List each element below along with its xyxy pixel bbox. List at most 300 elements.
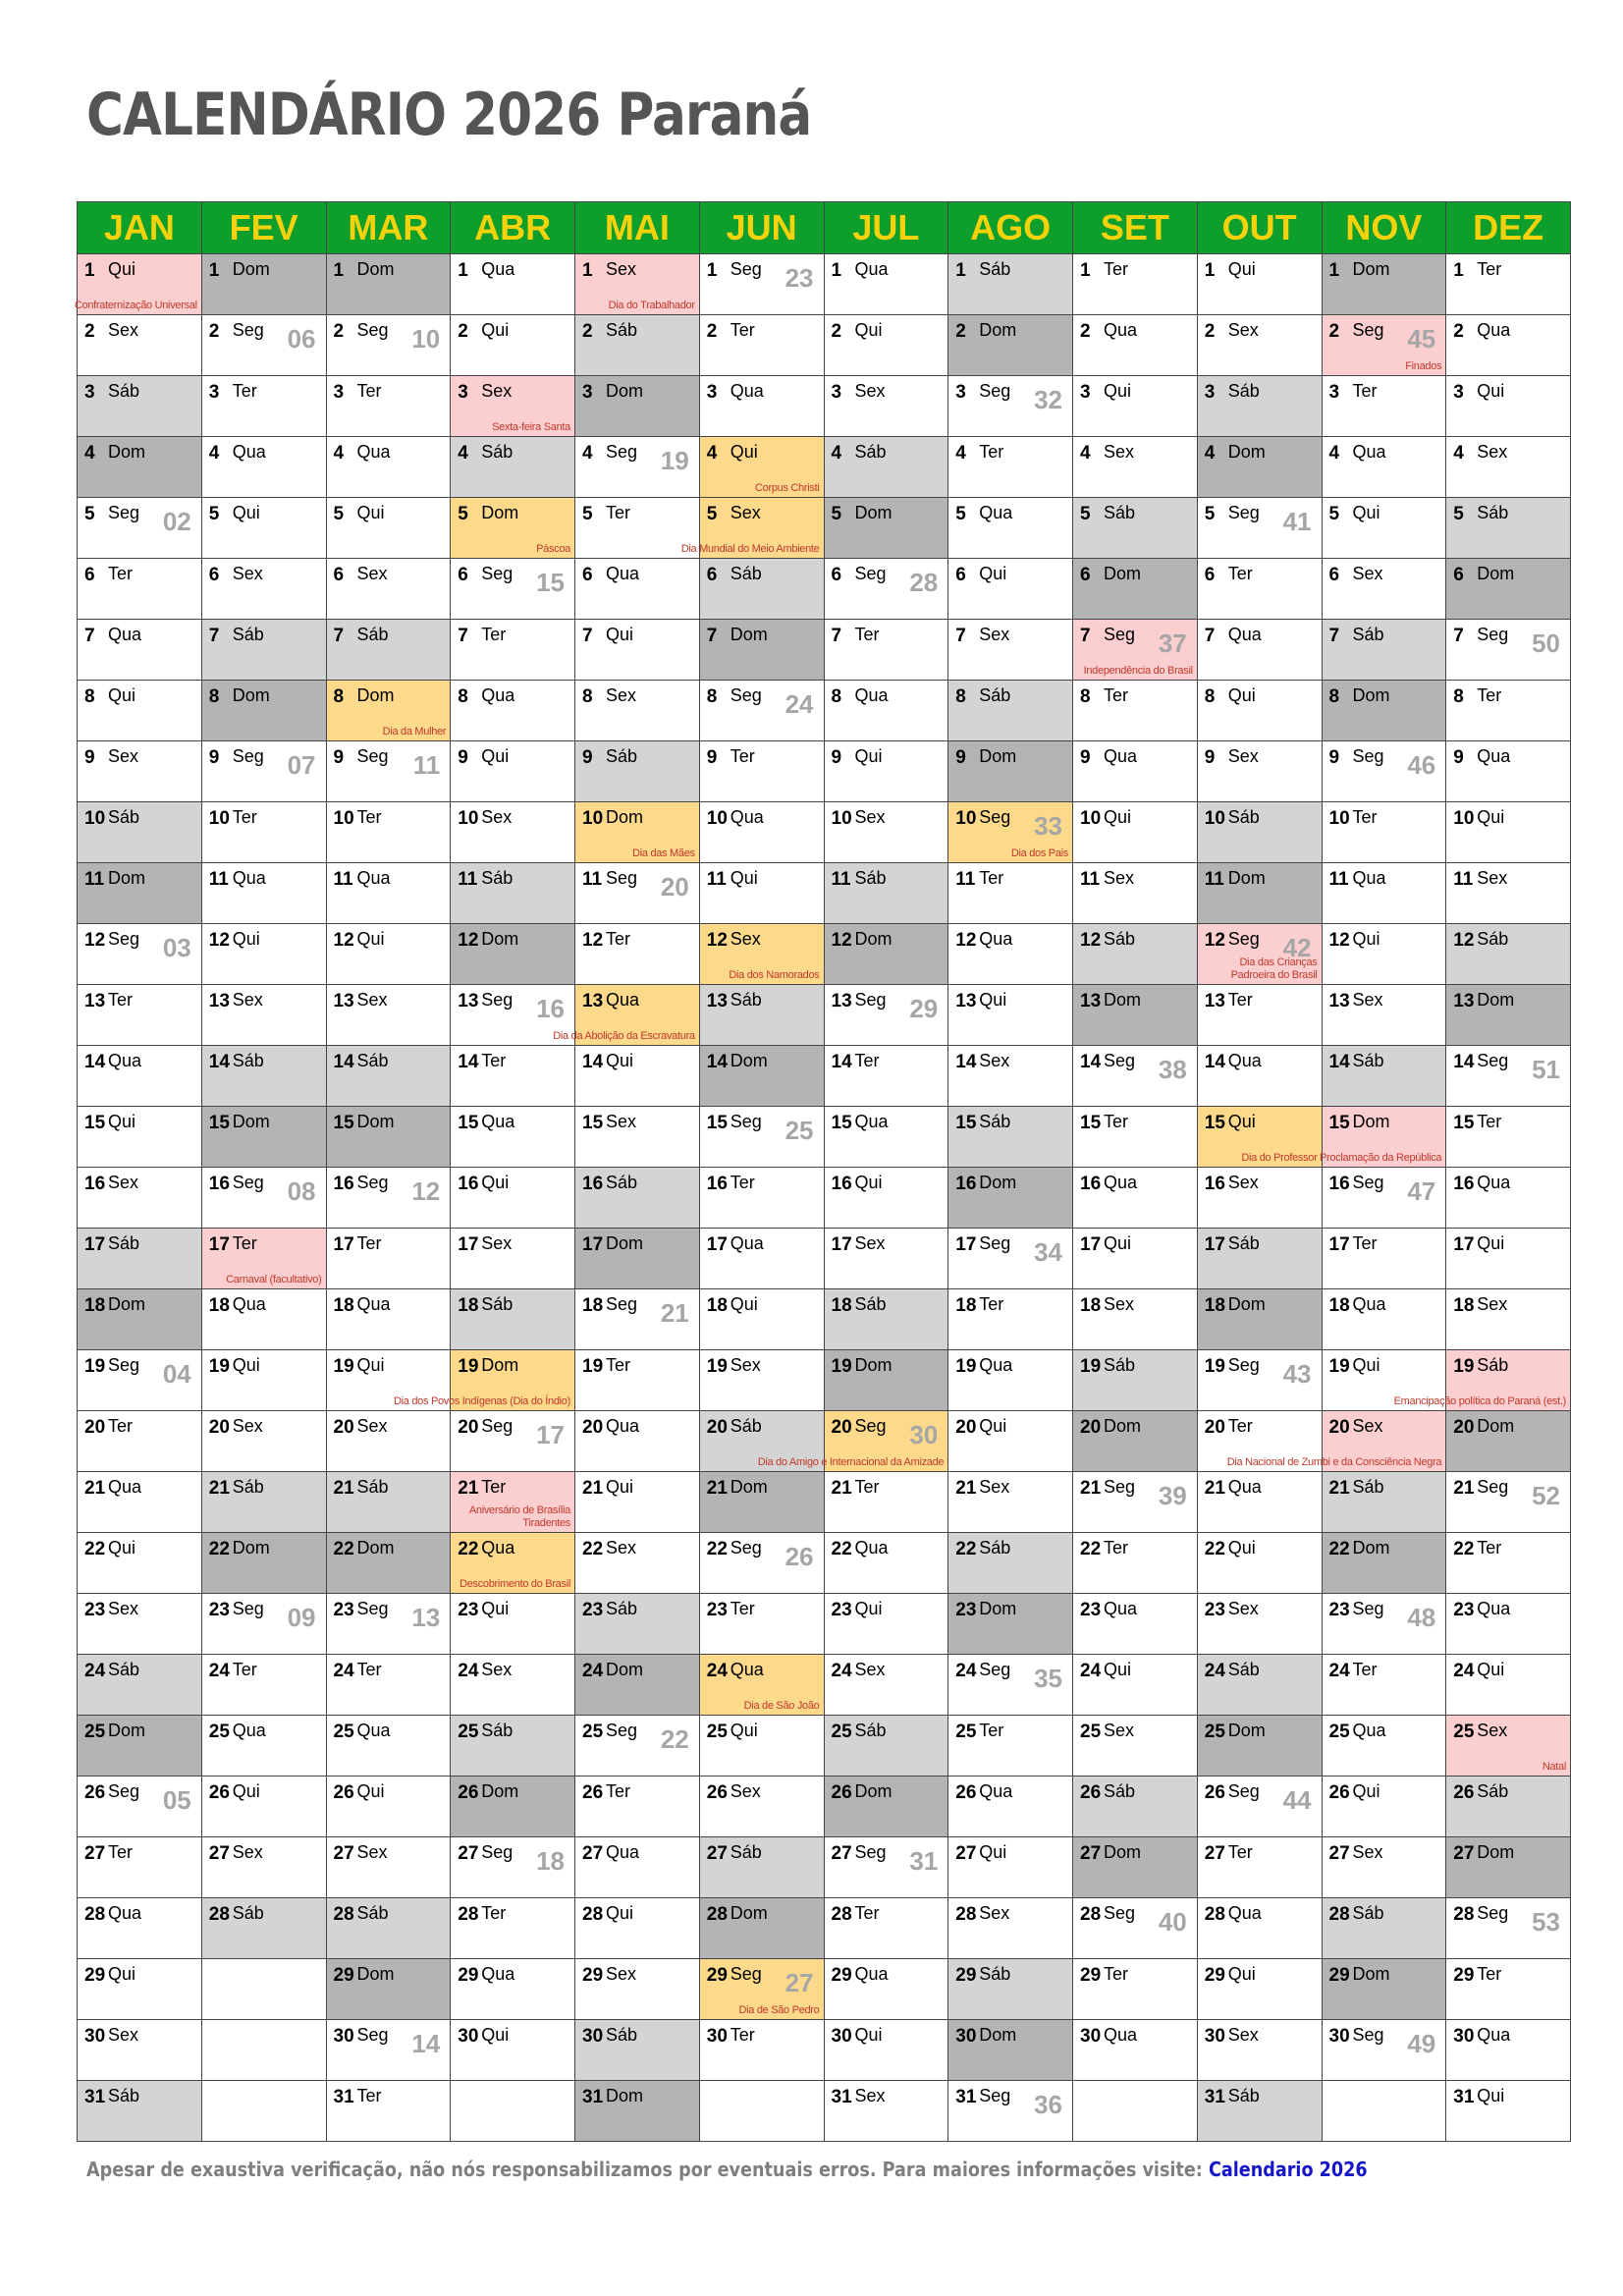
day-number: 22 bbox=[208, 1539, 230, 1559]
weekday-label: Sáb bbox=[854, 1294, 887, 1314]
weekday-label: Ter bbox=[854, 625, 880, 644]
day-cell bbox=[201, 1350, 326, 1411]
holiday-label: Dia dos Namorados bbox=[729, 969, 820, 981]
day-number: 6 bbox=[831, 565, 842, 585]
day-number: 8 bbox=[955, 686, 966, 707]
day-number: 7 bbox=[458, 626, 468, 646]
day-cell bbox=[699, 1472, 824, 1533]
day-number: 24 bbox=[333, 1661, 354, 1681]
weekday-label: Sex bbox=[1352, 1842, 1383, 1862]
day-cell bbox=[1073, 1716, 1198, 1777]
weekday-label: Dom bbox=[979, 320, 1017, 340]
day-cell bbox=[451, 498, 575, 559]
day-number: 22 bbox=[1204, 1539, 1225, 1559]
day-number: 21 bbox=[955, 1478, 977, 1499]
day-cell bbox=[1073, 741, 1198, 802]
day-cell bbox=[699, 1655, 824, 1716]
weekday-label: Dom bbox=[1352, 1112, 1390, 1131]
day-number: 18 bbox=[1453, 1295, 1475, 1316]
day-number: 16 bbox=[1080, 1174, 1102, 1194]
week-number: 50 bbox=[1532, 629, 1560, 658]
weekday-label: Seg bbox=[1227, 929, 1260, 949]
day-cell bbox=[948, 1594, 1073, 1655]
day-number: 23 bbox=[1204, 1600, 1225, 1620]
day-number: 28 bbox=[1328, 1904, 1350, 1925]
day-cell bbox=[78, 1655, 202, 1716]
day-number: 11 bbox=[1080, 869, 1101, 890]
week-number: 10 bbox=[411, 324, 441, 354]
weekday-label: Sáb bbox=[1352, 625, 1384, 644]
weekday-label: Ter bbox=[1104, 1538, 1129, 1558]
week-number: 53 bbox=[1532, 1907, 1560, 1937]
weekday-label: Dom bbox=[232, 685, 270, 705]
day-cell bbox=[78, 2020, 202, 2081]
day-cell bbox=[575, 1837, 700, 1898]
day-number: 16 bbox=[582, 1174, 604, 1194]
day-number: 30 bbox=[1453, 2026, 1475, 2047]
day-cell bbox=[1073, 1107, 1198, 1168]
day-cell bbox=[201, 1229, 326, 1289]
weekday-label: Ter bbox=[606, 503, 631, 522]
weekday-label: Dom bbox=[1352, 1538, 1390, 1558]
day-cell bbox=[1197, 1959, 1322, 2020]
month-header-fev: FEV bbox=[201, 202, 326, 254]
day-number: 23 bbox=[1453, 1600, 1475, 1620]
weekday-label: Sex bbox=[1104, 1294, 1135, 1314]
day-cell bbox=[78, 1350, 202, 1411]
weekday-label: Ter bbox=[730, 1173, 755, 1192]
day-number: 16 bbox=[333, 1174, 354, 1194]
weekday-label: Seg bbox=[1477, 1051, 1509, 1070]
day-cell bbox=[699, 924, 824, 985]
weekday-label: Seg bbox=[1227, 1781, 1260, 1801]
weekday-label: Qua bbox=[606, 990, 640, 1010]
weekday-label: Seg bbox=[1227, 1355, 1260, 1375]
day-cell bbox=[1322, 1289, 1446, 1350]
day-cell bbox=[575, 1959, 700, 2020]
day-cell bbox=[451, 1898, 575, 1959]
day-cell bbox=[201, 802, 326, 863]
weekday-label: Seg bbox=[481, 990, 514, 1010]
weekday-label: Qui bbox=[356, 929, 385, 949]
day-number: 27 bbox=[582, 1843, 604, 1864]
day-cell bbox=[575, 1898, 700, 1959]
weekday-label: Ter bbox=[730, 746, 755, 766]
weekday-label: Seg bbox=[730, 1112, 762, 1131]
day-cell bbox=[1073, 863, 1198, 924]
weekday-label: Dom bbox=[356, 1112, 395, 1131]
weekday-label: Seg bbox=[979, 807, 1011, 827]
day-cell bbox=[1446, 1837, 1571, 1898]
weekday-label: Dom bbox=[1104, 1842, 1142, 1862]
empty-cell bbox=[699, 2081, 824, 2142]
day-cell bbox=[1073, 1472, 1198, 1533]
day-cell bbox=[1446, 1898, 1571, 1959]
weekday-label: Seg bbox=[979, 2086, 1011, 2105]
day-cell bbox=[1446, 1472, 1571, 1533]
day-cell bbox=[326, 1594, 451, 1655]
weekday-label: Sex bbox=[1477, 1294, 1508, 1314]
day-cell bbox=[201, 437, 326, 498]
day-cell bbox=[824, 741, 948, 802]
day-cell bbox=[1446, 863, 1571, 924]
holiday-label: Dia do Trabalhador bbox=[608, 300, 695, 311]
calendar-grid bbox=[74, 201, 1571, 2142]
week-number: 38 bbox=[1158, 1055, 1187, 1084]
week-number: 29 bbox=[909, 994, 939, 1023]
day-cell bbox=[1073, 1594, 1198, 1655]
day-number: 2 bbox=[1080, 321, 1091, 342]
weekday-label: Sex bbox=[108, 1599, 139, 1618]
day-number: 19 bbox=[955, 1356, 977, 1377]
weekday-label: Seg bbox=[356, 1599, 389, 1618]
day-number: 14 bbox=[1453, 1052, 1475, 1072]
day-number: 11 bbox=[1328, 869, 1349, 890]
weekday-label: Qui bbox=[1104, 807, 1132, 827]
day-cell bbox=[948, 1289, 1073, 1350]
day-number: 26 bbox=[458, 1782, 479, 1803]
day-cell bbox=[824, 1472, 948, 1533]
weekday-label: Qua bbox=[730, 807, 764, 827]
weekday-label: Sáb bbox=[1477, 1781, 1509, 1801]
day-cell bbox=[948, 741, 1073, 802]
weekday-label: Dom bbox=[979, 2025, 1017, 2045]
weekday-label: Sáb bbox=[979, 1538, 1011, 1558]
weekday-label: Dom bbox=[356, 1538, 395, 1558]
weekday-label: Dom bbox=[854, 503, 893, 522]
weekday-label: Seg bbox=[1352, 320, 1384, 340]
weekday-label: Ter bbox=[232, 381, 257, 401]
day-number: 5 bbox=[706, 504, 718, 524]
day-number: 6 bbox=[955, 565, 966, 585]
day-number: 25 bbox=[1328, 1722, 1350, 1742]
day-number: 19 bbox=[208, 1356, 230, 1377]
day-cell bbox=[1197, 1716, 1322, 1777]
weekday-label: Sex bbox=[481, 381, 513, 401]
day-cell bbox=[1073, 315, 1198, 376]
day-number: 29 bbox=[1453, 1965, 1475, 1986]
day-number: 28 bbox=[458, 1904, 479, 1925]
day-cell bbox=[1197, 1229, 1322, 1289]
day-cell bbox=[699, 315, 824, 376]
day-number: 20 bbox=[208, 1417, 230, 1438]
weekday-label: Sáb bbox=[1477, 1355, 1509, 1375]
day-number: 1 bbox=[1453, 260, 1464, 281]
day-number: 5 bbox=[1204, 504, 1216, 524]
day-number: 4 bbox=[706, 443, 718, 464]
day-cell bbox=[575, 1411, 700, 1472]
day-cell bbox=[201, 1594, 326, 1655]
calendar-link[interactable]: Calendario 2026 bbox=[1208, 2158, 1368, 2181]
day-number: 3 bbox=[831, 382, 842, 403]
weekday-label: Qua bbox=[1477, 1599, 1511, 1618]
weekday-label: Ter bbox=[481, 1903, 507, 1923]
day-number: 26 bbox=[333, 1782, 354, 1803]
weekday-label: Sex bbox=[481, 1233, 513, 1253]
day-number: 20 bbox=[706, 1417, 728, 1438]
weekday-label: Seg bbox=[730, 1538, 762, 1558]
day-number: 20 bbox=[333, 1417, 354, 1438]
day-cell bbox=[948, 2020, 1073, 2081]
week-number: 08 bbox=[287, 1176, 316, 1206]
weekday-label: Qua bbox=[979, 1355, 1013, 1375]
day-cell bbox=[575, 1046, 700, 1107]
day-number: 3 bbox=[208, 382, 220, 403]
week-number: 23 bbox=[784, 263, 814, 293]
day-number: 9 bbox=[955, 747, 966, 768]
day-number: 17 bbox=[582, 1234, 604, 1255]
day-number: 3 bbox=[582, 382, 593, 403]
week-number: 25 bbox=[784, 1116, 814, 1145]
day-row bbox=[78, 1837, 1571, 1898]
day-cell bbox=[824, 985, 948, 1046]
weekday-label: Seg bbox=[1477, 1477, 1509, 1497]
weekday-label: Qui bbox=[232, 929, 260, 949]
day-cell bbox=[575, 1289, 700, 1350]
weekday-label: Qua bbox=[1477, 320, 1511, 340]
weekday-label: Sáb bbox=[232, 1051, 264, 1070]
week-number: 48 bbox=[1407, 1603, 1436, 1632]
day-number: 3 bbox=[1453, 382, 1464, 403]
weekday-label: Ter bbox=[730, 2025, 755, 2045]
day-number: 26 bbox=[1453, 1782, 1475, 1803]
week-number: 46 bbox=[1407, 750, 1436, 780]
day-cell bbox=[575, 620, 700, 681]
day-cell bbox=[78, 1411, 202, 1472]
day-number: 2 bbox=[84, 321, 95, 342]
weekday-label: Sex bbox=[108, 2025, 139, 2045]
day-number: 4 bbox=[1204, 443, 1216, 464]
day-cell bbox=[699, 863, 824, 924]
weekday-label: Dom bbox=[979, 746, 1017, 766]
day-number: 3 bbox=[84, 382, 95, 403]
weekday-label: Qui bbox=[730, 868, 758, 888]
day-row bbox=[78, 985, 1571, 1046]
holiday-label: Tiradentes bbox=[522, 1517, 570, 1529]
day-number: 10 bbox=[955, 808, 977, 829]
weekday-label: Ter bbox=[1104, 1964, 1129, 1984]
day-number: 6 bbox=[458, 565, 468, 585]
day-cell bbox=[824, 2081, 948, 2142]
weekday-label: Dom bbox=[1227, 442, 1266, 462]
day-number: 13 bbox=[831, 991, 852, 1011]
weekday-label: Sex bbox=[730, 929, 761, 949]
day-number: 14 bbox=[84, 1052, 106, 1072]
day-cell bbox=[948, 1411, 1073, 1472]
weekday-label: Qui bbox=[1477, 807, 1505, 827]
weekday-label: Ter bbox=[356, 1660, 382, 1679]
weekday-label: Qua bbox=[1477, 746, 1511, 766]
weekday-label: Qua bbox=[606, 564, 640, 583]
week-number: 41 bbox=[1282, 507, 1312, 536]
week-number: 22 bbox=[660, 1724, 689, 1754]
weekday-label: Qui bbox=[232, 1355, 260, 1375]
day-cell bbox=[699, 802, 824, 863]
weekday-label: Ter bbox=[1477, 259, 1502, 279]
day-number: 13 bbox=[582, 991, 604, 1011]
weekday-label: Seg bbox=[854, 1842, 887, 1862]
week-number: 14 bbox=[411, 2029, 441, 2058]
day-cell bbox=[201, 498, 326, 559]
month-header-dez: DEZ bbox=[1446, 202, 1571, 254]
day-cell bbox=[948, 802, 1073, 863]
day-cell bbox=[1322, 924, 1446, 985]
day-number: 23 bbox=[582, 1600, 604, 1620]
weekday-label: Qui bbox=[730, 442, 758, 462]
day-number: 5 bbox=[1080, 504, 1091, 524]
day-number: 9 bbox=[831, 747, 842, 768]
day-cell bbox=[948, 1837, 1073, 1898]
day-cell bbox=[1073, 254, 1198, 315]
day-cell bbox=[1322, 315, 1446, 376]
weekday-label: Sex bbox=[1477, 868, 1508, 888]
day-cell bbox=[1197, 863, 1322, 924]
day-cell bbox=[1322, 498, 1446, 559]
day-number: 12 bbox=[1080, 930, 1102, 951]
weekday-label: Qua bbox=[730, 1660, 764, 1679]
day-number: 19 bbox=[333, 1356, 354, 1377]
day-cell bbox=[201, 1837, 326, 1898]
weekday-label: Sex bbox=[606, 259, 637, 279]
day-cell bbox=[326, 559, 451, 620]
day-cell bbox=[451, 1107, 575, 1168]
day-cell bbox=[78, 1898, 202, 1959]
day-number: 26 bbox=[831, 1782, 852, 1803]
day-number: 13 bbox=[1328, 991, 1350, 1011]
day-cell bbox=[1197, 2081, 1322, 2142]
week-number: 44 bbox=[1282, 1785, 1312, 1815]
weekday-label: Qui bbox=[979, 1842, 1007, 1862]
day-cell bbox=[451, 1837, 575, 1898]
weekday-label: Qua bbox=[108, 1051, 142, 1070]
weekday-label: Ter bbox=[1477, 685, 1502, 705]
day-number: 24 bbox=[831, 1661, 852, 1681]
weekday-label: Sex bbox=[108, 320, 139, 340]
weekday-label: Ter bbox=[1227, 1842, 1253, 1862]
weekday-label: Seg bbox=[108, 503, 140, 522]
day-cell bbox=[575, 1107, 700, 1168]
day-number: 23 bbox=[1080, 1600, 1102, 1620]
weekday-label: Ter bbox=[854, 1051, 880, 1070]
day-row bbox=[78, 1594, 1571, 1655]
weekday-label: Ter bbox=[1104, 685, 1129, 705]
day-number: 7 bbox=[208, 626, 220, 646]
day-cell bbox=[451, 1168, 575, 1229]
day-row bbox=[78, 2020, 1571, 2081]
day-cell bbox=[1073, 376, 1198, 437]
weekday-label: Qua bbox=[854, 1538, 889, 1558]
day-number: 27 bbox=[333, 1843, 354, 1864]
day-cell bbox=[948, 1168, 1073, 1229]
day-number: 20 bbox=[1453, 1417, 1475, 1438]
day-cell bbox=[948, 863, 1073, 924]
day-number: 6 bbox=[1204, 565, 1216, 585]
day-number: 31 bbox=[1204, 2087, 1225, 2107]
day-cell bbox=[948, 1046, 1073, 1107]
day-number: 4 bbox=[1328, 443, 1340, 464]
day-number: 14 bbox=[333, 1052, 354, 1072]
day-number: 11 bbox=[333, 869, 353, 890]
day-number: 24 bbox=[706, 1661, 728, 1681]
week-number: 36 bbox=[1034, 2090, 1062, 2119]
day-number: 17 bbox=[831, 1234, 852, 1255]
weekday-label: Sex bbox=[730, 1355, 761, 1375]
weekday-label: Qui bbox=[606, 625, 634, 644]
day-number: 11 bbox=[208, 869, 229, 890]
day-number: 16 bbox=[1453, 1174, 1475, 1194]
day-cell bbox=[699, 620, 824, 681]
day-number: 12 bbox=[1453, 930, 1475, 951]
day-number: 8 bbox=[1080, 686, 1091, 707]
weekday-label: Qua bbox=[730, 381, 764, 401]
day-cell bbox=[824, 376, 948, 437]
day-number: 18 bbox=[208, 1295, 230, 1316]
weekday-label: Sáb bbox=[979, 1964, 1011, 1984]
weekday-label: Ter bbox=[232, 807, 257, 827]
day-number: 19 bbox=[1453, 1356, 1475, 1377]
day-cell bbox=[575, 376, 700, 437]
weekday-label: Qui bbox=[979, 990, 1007, 1010]
holiday-label: Dia das Mães bbox=[632, 847, 695, 859]
day-cell bbox=[948, 681, 1073, 741]
day-number: 14 bbox=[458, 1052, 479, 1072]
week-number: 28 bbox=[909, 568, 939, 597]
day-row bbox=[78, 863, 1571, 924]
holiday-label: Dia do Amigo e Internacional da Amizade bbox=[757, 1456, 945, 1468]
weekday-label: Sáb bbox=[1104, 929, 1136, 949]
day-cell bbox=[1322, 1533, 1446, 1594]
day-cell bbox=[326, 1716, 451, 1777]
holiday-label: Dia de São Pedro bbox=[738, 2004, 820, 2016]
day-number: 29 bbox=[458, 1965, 479, 1986]
day-number: 21 bbox=[333, 1478, 354, 1499]
weekday-label: Sex bbox=[606, 1112, 637, 1131]
day-cell bbox=[699, 1959, 824, 2020]
holiday-label: Dia Nacional de Zumbi e da Consciência Negra bbox=[1226, 1456, 1442, 1468]
weekday-label: Ter bbox=[1352, 381, 1378, 401]
day-number: 17 bbox=[955, 1234, 977, 1255]
day-cell bbox=[575, 1168, 700, 1229]
day-cell bbox=[1446, 1046, 1571, 1107]
weekday-label: Qui bbox=[854, 2025, 883, 2045]
day-cell bbox=[201, 620, 326, 681]
weekday-label: Qui bbox=[232, 1781, 260, 1801]
day-number: 30 bbox=[333, 2026, 354, 2047]
day-number: 19 bbox=[458, 1356, 479, 1377]
weekday-label: Dom bbox=[1227, 868, 1266, 888]
day-number: 29 bbox=[582, 1965, 604, 1986]
day-cell bbox=[326, 2081, 451, 2142]
day-number: 22 bbox=[1328, 1539, 1350, 1559]
weekday-label: Qui bbox=[854, 1173, 883, 1192]
weekday-label: Dom bbox=[854, 1781, 893, 1801]
day-cell bbox=[824, 1837, 948, 1898]
day-cell bbox=[1322, 2020, 1446, 2081]
weekday-label: Seg bbox=[108, 1355, 140, 1375]
day-cell bbox=[201, 681, 326, 741]
day-cell bbox=[1073, 1533, 1198, 1594]
holiday-label: Proclamação da República bbox=[1319, 1152, 1442, 1164]
week-number: 34 bbox=[1034, 1237, 1062, 1267]
day-number: 31 bbox=[955, 2087, 977, 2107]
day-cell bbox=[201, 1777, 326, 1837]
day-number: 29 bbox=[333, 1965, 354, 1986]
weekday-label: Dom bbox=[979, 1599, 1017, 1618]
weekday-label: Ter bbox=[108, 990, 134, 1010]
weekday-label: Seg bbox=[481, 564, 514, 583]
weekday-label: Qui bbox=[108, 259, 136, 279]
day-number: 1 bbox=[706, 260, 718, 281]
